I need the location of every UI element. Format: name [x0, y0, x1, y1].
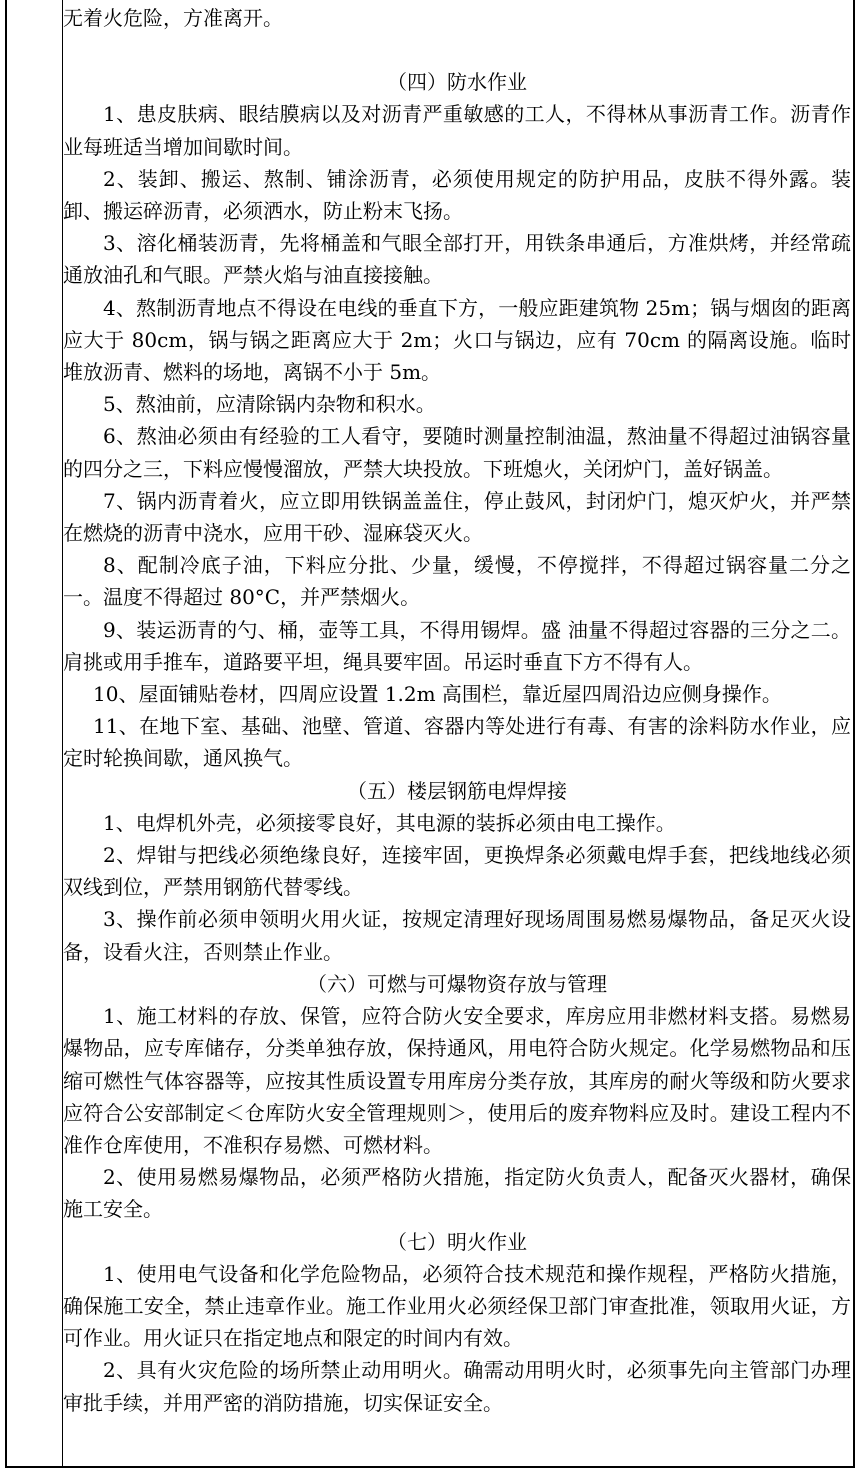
- section-title-7: （七）明火作业: [387, 1229, 527, 1254]
- section-title-5: （五）楼层钢筋电焊焊接: [347, 778, 567, 803]
- paragraph: 1、患皮肤病、眼结膜病以及对沥青严重敏感的工人，不得林从事沥青工作。沥青作业每班适当增加间歇时间。: [63, 102, 851, 159]
- paragraph: 1、使用电气设备和化学危险物品，必须符合技术规范和操作规程，严格防火措施，确保施工安全，禁止违章作业。施工作业用火必须经保卫部门审查批准，领取用火证，方可作业。用火证只在指定地点和限定的时间内有效。: [63, 1261, 851, 1351]
- paragraph: 3、溶化桶装沥青，先将桶盖和气眼全部打开，用铁条串通后，方准烘烤，并经常疏通放油孔和气眼。严禁火焰与油直接接触。: [63, 231, 851, 288]
- blank-line: [63, 34, 851, 66]
- section-title-6: （六）可燃与可爆物资存放与管理: [307, 971, 607, 996]
- paragraph: 2、焊钳与把线必须绝缘良好，连接牢固，更换焊条必须戴电焊手套，把线地线必须双线到位，严禁用钢筋代替零线。: [63, 843, 851, 900]
- carryover-text: 无着火危险，方准离开。: [63, 6, 283, 30]
- paragraph: 1、电焊机外壳，必须接零良好，其电源的装拆必须由电工操作。: [103, 810, 676, 835]
- paragraph: 9、装运沥青的勺、桶，壶等工具，不得用锡焊。盛 油量不得超过容器的三分之二。肩挑或用手推车，道路要平坦，绳具要牢固。吊运时垂直下方不得有人。: [63, 617, 851, 674]
- paragraph: 2、使用易燃易爆物品，必须严格防火措施，指定防火负责人，配备灭火器材，确保施工安全。: [63, 1165, 851, 1222]
- paragraph: 8、配制冷底子油，下料应分批、少量，缓慢，不停搅拌，不得超过锅容量二分之一。温度不得超过 80°C，并严禁烟火。: [63, 553, 851, 610]
- paragraph: 5、熬油前，应清除锅内杂物和积水。: [103, 392, 436, 417]
- paragraph: 1、施工材料的存放、保管，应符合防火安全要求，库房应用非燃材料支搭。易燃易爆物品，应专库储存，分类单独存放，保持通风，用电符合防火规定。化学易燃物品和压缩可燃性气体容器等，应按其性质设置专用库房分类存放，其库房的耐火等级和防火要求应符合公安部制定＜仓库防火安全管理规则＞，使用后的废弃物料应及时。建设工程内不准作仓库使用，不准积存易燃、可燃材料。: [63, 1004, 851, 1157]
- paragraph: 2、装卸、搬运、熬制、铺涂沥青，必须使用规定的防护用品，皮肤不得外露。装卸、搬运碎沥青，必须洒水，防止粉末飞扬。: [63, 166, 851, 224]
- paragraph: 3、操作前必须申领明火用火证，按规定清理好现场周围易燃易爆物品，备足灭火设备，设看火注，否则禁止作业。: [63, 907, 851, 964]
- paragraph: 7、锅内沥青着火，应立即用铁锅盖盖住，停止鼓风，封闭炉门，熄灭炉火，并严禁在燃烧的沥青中浇水，应用干砂、湿麻袋灭火。: [63, 488, 851, 546]
- paragraph: 11、在地下室、基础、池壁、管道、容器内等处进行有毒、有害的涂料防水作业，应定时轮换间歇，通风换气。: [63, 714, 851, 771]
- paragraph: 6、熬油必须由有经验的工人看守，要随时测量控制油温，熬油量不得超过油锅容量的四分之三，下料应慢慢溜放，严禁大块投放。下班熄火，关闭炉门，盖好锅盖。: [63, 424, 851, 481]
- document-body: [63, 2, 851, 1419]
- paragraph: 2、具有火灾危险的场所禁止动用明火。确需动用明火时，必须事先向主管部门办理审批手续，并用严密的消防措施，切实保证安全。: [63, 1358, 851, 1415]
- paragraph: 4、熬制沥青地点不得设在电线的垂直下方，一般应距建筑物 25m；锅与烟囱的距离应大于 80cm，锅与锅之距离应大于 2m；火口与锅边，应有 70cm 的隔离设施。临时堆放沥青、燃料的场地，离锅不小于 5m。: [63, 295, 851, 385]
- paragraph: 10、屋面铺贴卷材，四周应设置 1.2m 高围栏，靠近屋四周沿边应侧身操作。: [93, 682, 782, 707]
- section-title-4: （四）防水作业: [387, 70, 527, 95]
